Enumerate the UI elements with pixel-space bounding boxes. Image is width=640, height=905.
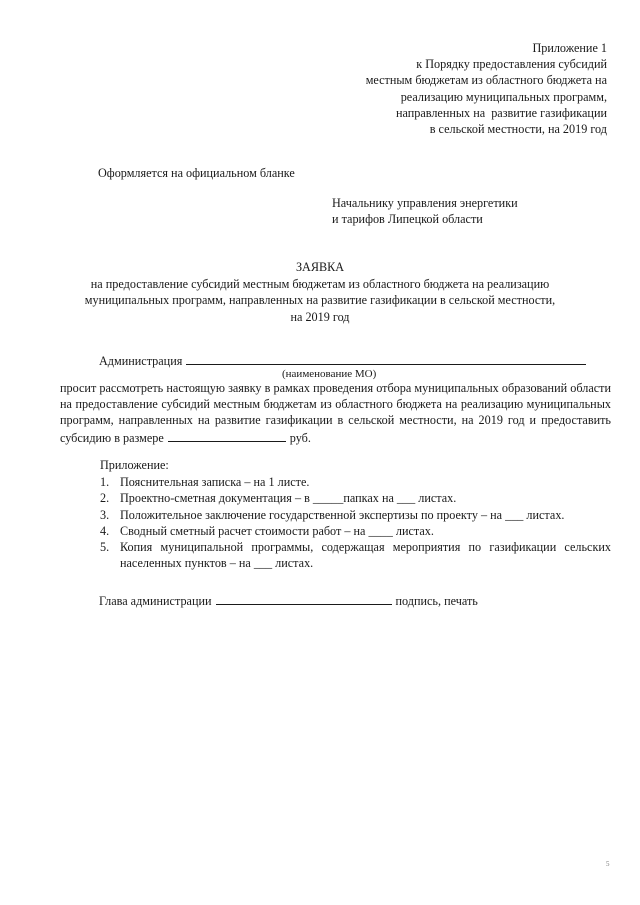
title-line: на предоставление субсидий местным бюджетам из областного бюджета на реализацию xyxy=(90,277,550,292)
annex-item xyxy=(60,539,611,571)
title-heading: ЗАЯВКА xyxy=(295,260,345,274)
addressee-line: Начальнику управления энергетики xyxy=(332,196,518,210)
signature-suffix: подпись, печать xyxy=(395,594,478,608)
appendix-line: в сельской местности, на 2019 год xyxy=(429,122,607,137)
addressee-block xyxy=(332,195,592,227)
signature-line xyxy=(99,592,478,609)
annex-item-text: Копия муниципальной программы, содержащая мероприятия по газификации сельских населенных пунктов – на ___ листах. xyxy=(120,540,611,571)
annex-item xyxy=(60,490,611,506)
signature-label: Глава администрации xyxy=(99,594,212,608)
currency-label: руб. xyxy=(289,430,311,445)
appendix-line: местным бюджетам из областного бюджета на xyxy=(365,73,607,88)
annex-item-text: Проектно-сметная документация – в _____папках на ___ листах. xyxy=(120,491,457,506)
annex-item-number: 3. xyxy=(100,507,110,522)
signature-blank xyxy=(216,592,392,605)
title-line: муниципальных программ, направленных на развитие газификации в сельской местности, xyxy=(84,293,556,308)
appendix-line: направленных на развитие газификации xyxy=(395,105,607,120)
document-title xyxy=(60,259,580,325)
appendix-line: реализацию муниципальных программ, xyxy=(400,89,607,104)
administration-label: Администрация xyxy=(99,354,183,368)
request-body xyxy=(60,380,611,446)
administration-name-blank xyxy=(186,352,586,365)
municipality-caption: (наименование МО) xyxy=(282,368,377,380)
annex-section xyxy=(60,457,611,571)
page-number: 5 xyxy=(606,860,610,868)
addressee-line: и тарифов Липецкой области xyxy=(332,212,483,227)
annex-item-number: 4. xyxy=(100,523,110,538)
annex-item-number: 1. xyxy=(100,475,110,490)
official-letterhead-note: Оформляется на официальном бланке xyxy=(98,166,295,180)
annex-list xyxy=(60,474,611,571)
annex-item xyxy=(60,507,611,523)
request-text: просит рассмотреть настоящую заявку в рамках проведения отбора муниципальных образований области на предоставление субсидий местным бюджетам из областного бюджета на реализацию муниципальных программ, направленных на развитие газификации в сельской местности, на 2019 год и предоставить субсидию в размере xyxy=(60,381,611,445)
annex-item-text: Сводный сметный расчет стоимости работ – на ____ листах. xyxy=(120,523,434,538)
annex-item xyxy=(60,474,611,490)
appendix-header xyxy=(267,40,607,137)
subsidy-amount-blank xyxy=(168,429,286,442)
annex-item xyxy=(60,523,611,539)
appendix-line: к Порядку предоставления субсидий xyxy=(416,57,607,72)
annex-item-number: 5. xyxy=(100,540,110,555)
annex-title: Приложение: xyxy=(100,458,169,472)
appendix-line: Приложение 1 xyxy=(532,41,607,55)
annex-item-text: Положительное заключение государственной экспертизы по проекту – на ___ листах. xyxy=(120,507,565,522)
annex-item-number: 2. xyxy=(100,491,110,506)
title-line: на 2019 год xyxy=(290,309,350,324)
annex-item-text: Пояснительная записка – на 1 листе. xyxy=(120,475,310,490)
